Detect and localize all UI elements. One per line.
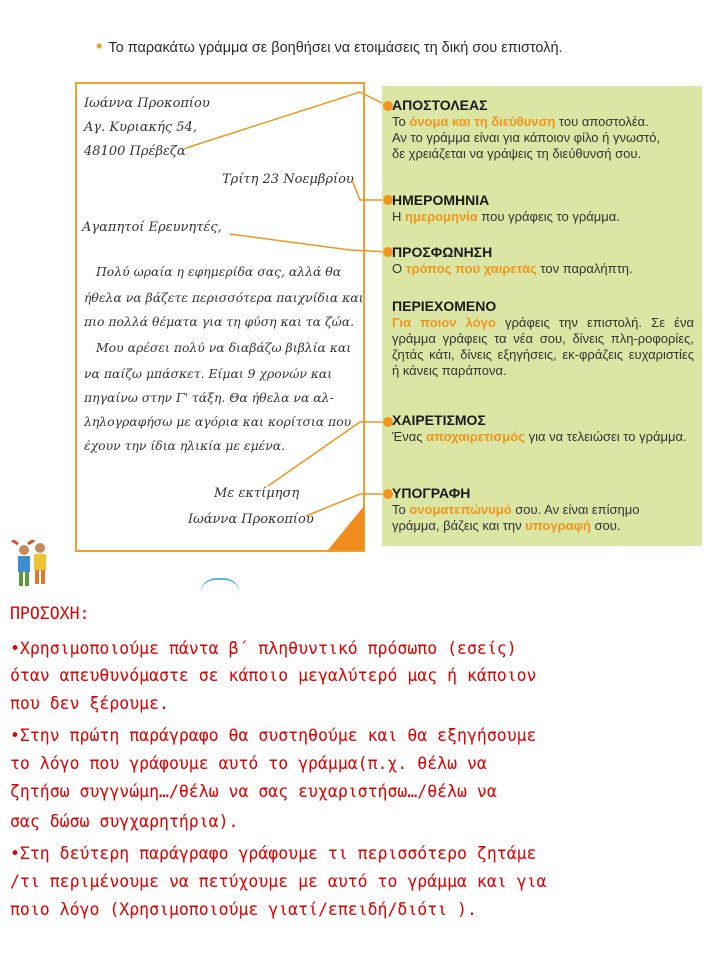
letter-date: Τρίτη 23 Νοεμβρίου	[222, 172, 354, 187]
notice-line: /τι περιμένουμε να πετύχουμε με αυτό το γράμμα και για	[10, 872, 547, 891]
letter-body-line: έχουν την ίδια ηλικία με εμένα.	[84, 438, 286, 453]
connector-sender	[186, 92, 388, 148]
letter-closing: Με εκτίμηση	[214, 486, 300, 501]
section-title: ΠΡΟΣΦΩΝΗΣΗ	[392, 244, 493, 260]
section-text: Ένας αποχαιρετισμός για να τελειώσει το γράμμα.	[392, 429, 687, 444]
section-title: ΧΑΙΡΕΤΙΣΜΟΣ	[392, 412, 486, 428]
section-text: Αν το γράμμα είναι για κάποιον φίλο ή γνωστό,	[392, 130, 661, 145]
letter-body-line: ληλογραφήσω με αγόρια και κορίτσια που	[84, 414, 352, 429]
notice-line: ζητήσω συγγνώμη…/θέλω να σας ευχαριστήσω…/θέλω να	[10, 782, 497, 801]
notice-line: σας δώσω συγχαρητήρια).	[10, 812, 239, 831]
section-text: Για ποιον λόγο γράφεις την επιστολή. Σε ένα γράμμα γράφεις τα νέα σου, δίνεις πλη-ροφορίες, ζητάς κάτι, δίνεις εξηγήσεις, εκ-φράζεις ευχαριστίες ή κάνεις παράπονα.	[392, 315, 694, 378]
letter-body-line: Πολύ ωραία η εφημερίδα σας, αλλά θα	[96, 264, 342, 279]
section-closing	[392, 412, 694, 445]
notice-line: •Χρησιμοποιούμε πάντα β΄ πληθυντικό πρόσωπο (εσείς)	[10, 639, 517, 658]
connector-closing	[268, 422, 388, 486]
letter-signature: Ιωάννα Προκοπίου	[188, 512, 314, 527]
sender-city: 48100 Πρέβεζα	[84, 144, 186, 159]
letter-body-line: πηγαίνω στην Γ' τάξη. Θα ήθελα να αλ-	[84, 390, 334, 405]
notice-line: ποιο λόγο (Χρησιμοποιούμε γιατί/επειδή/διότι ).	[10, 900, 477, 919]
section-greeting	[392, 244, 694, 277]
letter-body-line: ήθελα να βάζετε περισσότερα παιχνίδια και	[84, 290, 364, 305]
sender-street: Αγ. Κυριακής 54,	[84, 120, 197, 135]
section-title: ΥΠΟΓΡΑΦΗ	[392, 485, 471, 501]
connector-signature	[306, 494, 388, 516]
notice-line: που δεν ξέρουμε.	[10, 694, 169, 713]
sender-name: Ιωάννα Προκοπίου	[84, 96, 210, 111]
letter-body-line: πιο πολλά θέματα για τη φύση και τα ζώα.	[84, 314, 355, 329]
section-sender	[392, 97, 694, 162]
section-date	[392, 192, 694, 225]
orange-dot-icon: •	[96, 36, 103, 56]
notice-line: το λόγο που γράφουμε αυτό το γράμμα(π.χ. θέλω να	[10, 754, 487, 773]
notice-line: •Στην πρώτη παράγραφο θα συστηθούμε και θα εξηγήσουμε	[10, 726, 537, 745]
intro-text: Το παρακάτω γράμμα σε βοηθήσει να ετοιμάσεις τη δική σου επιστολή.	[108, 40, 563, 56]
notice-title: ΠΡΟΣΟΧΗ:	[10, 604, 90, 623]
letter-greeting: Αγαπητοί Ερευνητές,	[82, 220, 222, 235]
connector-greeting	[230, 234, 388, 252]
section-text: Το όνομα και τη διεύθυνση του αποστολέα.	[392, 114, 649, 129]
section-signature	[392, 485, 694, 534]
section-text: γράμμα, βάζεις και την υπογραφή σου.	[392, 518, 621, 533]
section-text: δε χρειάζεται να γράψεις τη διεύθυνσή σου.	[392, 146, 642, 161]
letter-body-line: Μου αρέσει πολύ να διαβάζω βιβλία και	[96, 340, 352, 355]
letter-body-line: να παίζω μπάσκετ. Είμαι 9 χρονών και	[84, 366, 333, 381]
section-text: Ο τρόπος που χαιρετάς τον παραλήπτη.	[392, 261, 633, 276]
notice-line: όταν απευθυνόμαστε σε κάποιο μεγαλύτερό μας ή κάποιον	[10, 666, 537, 685]
section-title: ΗΜΕΡΟΜΗΝΙΑ	[392, 192, 490, 208]
section-text: Η ημερομηνία που γράφεις το γράμμα.	[392, 209, 620, 224]
section-title: ΑΠΟΣΤΟΛΕΑΣ	[392, 97, 488, 113]
notice-line: •Στη δεύτερη παράγραφο γράφουμε τι περισσότερο ζητάμε	[10, 844, 537, 863]
section-text: Το ονοματεπώνυμό σου. Αν είναι επίσημο	[392, 502, 640, 517]
section-content	[392, 298, 694, 379]
section-title: ΠΕΡΙΕΧΟΜΕΝΟ	[392, 298, 497, 314]
children-mascot-icon	[6, 540, 66, 590]
